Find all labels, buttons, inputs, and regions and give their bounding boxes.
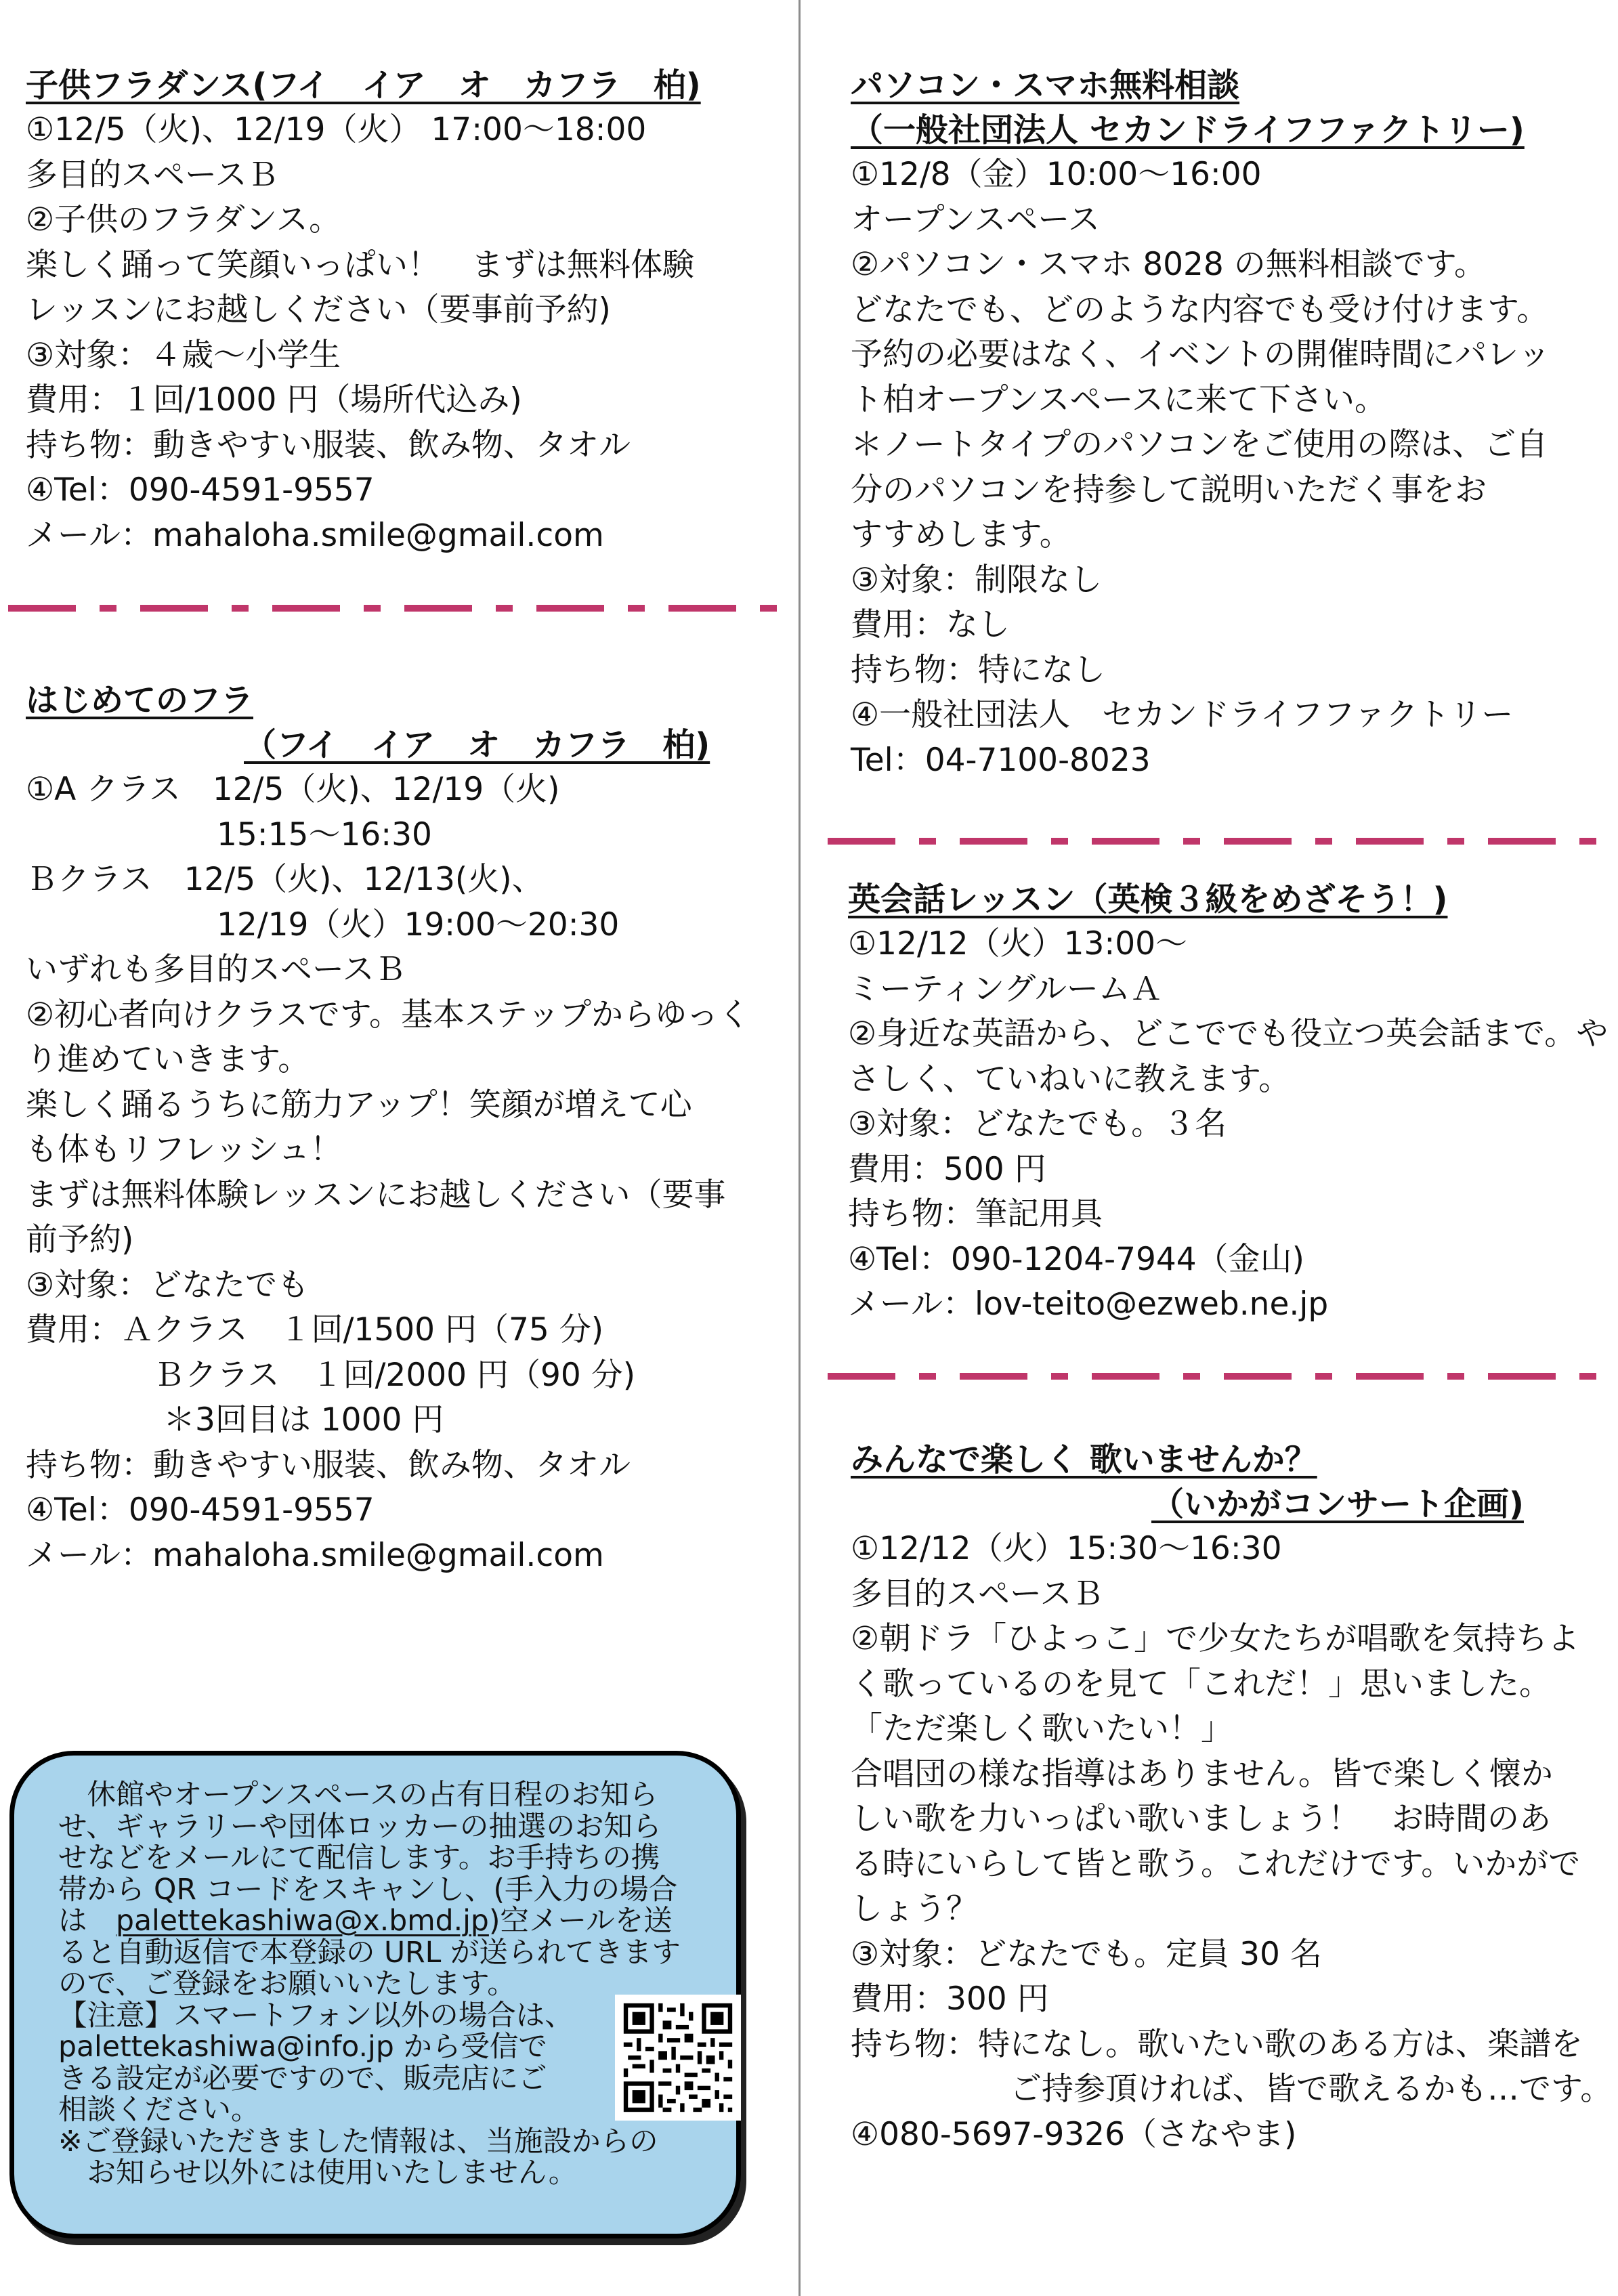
body-line: り進めていきます。	[26, 1041, 310, 1078]
section-subtitle: （フイ イア オ カフラ 柏)	[244, 726, 710, 764]
notice-email-line: は palettekashiwa@x.bmd.jp)空メールを送	[58, 1905, 673, 1938]
section-separator	[828, 838, 1613, 845]
body-line: 持ち物：動きやすい服装、飲み物、タオル	[26, 426, 631, 464]
body-line: 多目的スペースＢ	[26, 156, 279, 194]
section-body	[848, 922, 1608, 1327]
body-line: ②身近な英語から、どこででも役立つ英会話まで。や	[848, 1015, 1609, 1053]
body-line: ④Tel：090-4591-9557	[26, 471, 375, 509]
body-line: ①12/12（火）13:00～	[848, 925, 1188, 962]
body-line: さしく、ていねいに教えます。	[848, 1060, 1291, 1098]
body-line: オープンスペース	[851, 200, 1101, 238]
mail-notice-text: 休館やオープンスペースの占有日程のお知ら せ、ギャラリーや団体ロッカーの抽選のお知ら せなどをメールにて配信します。お手持ちの携 帯から QR コードをスキャンし、(手入力の場合 は palettekashiwa@x.bmd.jp)空メールを送 ると自動返信で本登録の URL が送られてきます ので、ご登録をお願いいたします。 【注意】スマートフォン以外の場合は、 palettekashiwa@info.jp から受信で きる設定が必要ですので、販売店にご 相談ください。 ※ご登録いただきました情報は、当施設からの お知らせ以外には使用いたしません。	[58, 1780, 736, 2190]
body-line: 費用：Ａクラス １回/1500 円（75 分)	[26, 1311, 604, 1348]
section-body	[851, 1527, 1612, 2157]
body-line: ②子供のフラダンス。	[26, 201, 341, 238]
section-title: 英会話レッスン（英検３級をめざそう！)	[848, 880, 1448, 918]
body-line: 持ち物：筆記用具	[848, 1195, 1103, 1233]
body-line: いずれも多目的スペースＢ	[26, 951, 406, 988]
column-divider	[799, 0, 801, 2296]
body-line: 楽しく踊るうちに筋力アップ！笑顔が増えて心	[26, 1086, 692, 1124]
section-title: はじめてのフラ	[26, 681, 254, 719]
body-line: まずは無料体験レッスンにお越しください（要事	[26, 1176, 726, 1214]
body-line: 費用：なし	[851, 606, 1010, 643]
body-line: 分のパソコンを持参して説明いただく事をお	[851, 471, 1487, 509]
body-line: 費用：300 円	[851, 1980, 1049, 2018]
body-line: Ｂクラス 12/5（火)、12/13(火)、	[26, 861, 544, 898]
section-english	[848, 877, 1608, 1327]
body-line: ②朝ドラ「ひよっこ」で少女たちが唱歌を気持ちよ	[851, 1620, 1580, 1657]
body-line: 楽しく踊って笑顔いっぱい！ まずは無料体験	[26, 246, 694, 284]
section-title: みんなで楽しく 歌いませんか？	[851, 1441, 1317, 1479]
section-separator	[828, 1373, 1613, 1380]
body-line: ④080-5697-9326（さなやま)	[851, 2115, 1297, 2153]
body-line: 持ち物：特になし	[851, 651, 1105, 689]
body-line: 15:15～16:30	[26, 815, 432, 853]
body-line: ③対象：どなたでも。３名	[848, 1105, 1227, 1143]
body-line: しょう？	[851, 1890, 978, 1928]
section-body	[26, 767, 750, 1578]
body-line: 「ただ楽しく歌いたい！」	[851, 1710, 1233, 1747]
section-singing	[851, 1437, 1612, 2157]
body-line: く歌っているのを見て「これだ！」思いました。	[851, 1665, 1551, 1703]
body-line: ④一般社団法人 セカンドライフファクトリー	[851, 696, 1514, 734]
body-line: ①12/5（火)、12/19（火） 17:00～18:00	[26, 111, 647, 148]
body-line: メール：lov-teito@ezweb.ne.jp	[848, 1285, 1329, 1323]
section-hula-kids	[26, 63, 701, 558]
body-line: ①12/8（金）10:00～16:00	[851, 156, 1262, 193]
body-line: 予約の必要はなく、イベントの開催時間にパレッ	[851, 336, 1550, 373]
body-line: 前予約)	[26, 1221, 134, 1258]
body-line: ③対象：どなたでも	[26, 1266, 310, 1304]
body-line: 持ち物：動きやすい服装、飲み物、タオル	[26, 1446, 631, 1484]
body-line: メール：mahaloha.smile@gmail.com	[26, 516, 604, 554]
body-line: ④Tel：090-4591-9557	[26, 1491, 375, 1529]
body-line: レッスンにお越しください（要事前予約)	[26, 291, 611, 328]
body-line: ④Tel：090-1204-7944（金山)	[848, 1240, 1305, 1278]
body-line: も体もリフレッシュ！	[26, 1131, 342, 1168]
section-separator	[8, 605, 794, 612]
section-body	[26, 108, 701, 558]
body-line: ②初心者向けクラスです。基本ステップからゆっく	[26, 996, 750, 1034]
body-line: ③対象：制限なし	[851, 561, 1103, 599]
body-line: しい歌を力いっぱい歌いましょう！ お時間のあ	[851, 1800, 1551, 1837]
body-line: ＊ノートタイプのパソコンをご使用の際は、ご自	[851, 426, 1548, 463]
body-line: すすめします。	[851, 516, 1071, 553]
section-subtitle: （いかがコンサート企画)	[1151, 1485, 1524, 1523]
section-hula-beginner	[26, 678, 750, 1578]
body-line: ①A クラス 12/5（火)、12/19（火)	[26, 771, 560, 808]
body-line: 費用：１回/1000 円（場所代込み)	[26, 381, 522, 419]
body-line: ご持参頂ければ、皆で歌えるかも…です。	[851, 2070, 1613, 2108]
body-line: る時にいらして皆と歌う。これだけです。いかがで	[851, 1845, 1581, 1883]
body-line: ③対象：どなたでも。定員 30 名	[851, 1935, 1322, 1973]
section-title: 子供フラダンス(フイ イア オ カフラ 柏)	[26, 66, 701, 104]
body-line: 合唱団の様な指導はありません。皆で楽しく懐か	[851, 1755, 1553, 1793]
section-body	[851, 152, 1550, 783]
body-line: ト柏オープンスペースに来て下さい。	[851, 381, 1387, 419]
section-subtitle: （一般社団法人 セカンドライフファクトリー)	[851, 111, 1525, 149]
body-line: 12/19（火）19:00～20:30	[26, 906, 620, 943]
body-line: メール：mahaloha.smile@gmail.com	[26, 1536, 604, 1574]
qr-code-icon[interactable]	[615, 1995, 741, 2121]
body-line: ②パソコン・スマホ 8028 の無料相談です。	[851, 246, 1486, 283]
body-line: ミーティングルームＡ	[848, 970, 1162, 1008]
registration-email-link[interactable]: palettekashiwa@x.bmd.jp	[116, 1905, 489, 1938]
section-pc-consultation	[851, 63, 1550, 783]
section-title: パソコン・スマホ無料相談	[851, 66, 1240, 104]
body-line: 多目的スペースＢ	[851, 1575, 1104, 1613]
body-line: どなたでも、どのような内容でも受け付けます。	[851, 291, 1549, 328]
body-line: Tel：04-7100-8023	[851, 741, 1151, 779]
body-line: Ｂクラス １回/2000 円（90 分)	[26, 1356, 636, 1394]
body-line: 費用：500 円	[848, 1150, 1046, 1188]
body-line: ③対象：４歳～小学生	[26, 336, 341, 374]
body-line: ＊3回目は 1000 円	[26, 1401, 444, 1439]
body-line: ①12/12（火）15:30～16:30	[851, 1530, 1282, 1567]
body-line: 持ち物：特になし。歌いたい歌のある方は、楽譜を	[851, 2025, 1583, 2063]
